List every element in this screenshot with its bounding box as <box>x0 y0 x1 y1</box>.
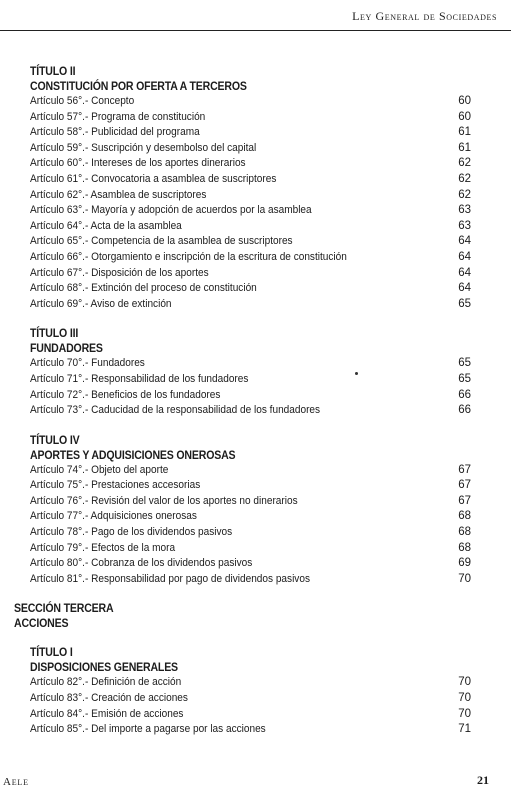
toc-section <box>0 601 511 631</box>
toc-entry <box>30 675 471 691</box>
section-title: ACCIONES <box>14 616 69 631</box>
running-header-title: Ley General de Sociedades <box>352 9 497 23</box>
entry-page: 67 <box>458 494 471 507</box>
toc-entry <box>30 141 471 157</box>
entry-title: Artículo 72°.- Beneficios de los fundadores <box>30 388 221 401</box>
toc-entry <box>30 203 471 219</box>
toc-entry <box>30 509 471 525</box>
toc-entry <box>30 266 471 282</box>
entry-page: 61 <box>458 141 471 154</box>
entry-page: 60 <box>458 110 471 123</box>
entry-title: Artículo 85°.- Del importe a pagarse por las acciones <box>30 723 266 736</box>
entry-page: 68 <box>458 510 471 523</box>
toc-section <box>0 645 511 737</box>
entry-title: Artículo 82°.- Definición de acción <box>30 676 182 689</box>
entry-page: 70 <box>458 707 471 720</box>
entry-title: Artículo 69°.- Aviso de extinción <box>30 297 172 310</box>
toc-entry <box>30 388 471 404</box>
toc-section <box>0 326 511 418</box>
toc-entry <box>30 234 471 250</box>
entry-page: 67 <box>458 463 471 476</box>
entry-page: 65 <box>458 372 471 385</box>
entry-title: Artículo 62°.- Asamblea de suscriptores <box>30 188 207 201</box>
entry-page: 70 <box>458 676 471 689</box>
running-header <box>0 0 511 31</box>
toc-entry <box>30 722 471 738</box>
toc-entry <box>30 463 471 479</box>
entry-title: Artículo 84°.- Emisión de acciones <box>30 707 184 720</box>
toc-entry <box>30 372 471 388</box>
entry-title: Artículo 75°.- Prestaciones accesorias <box>30 479 201 492</box>
entry-page: 64 <box>458 235 471 248</box>
section-number: TÍTULO IV <box>30 432 80 447</box>
toc-entry <box>30 494 471 510</box>
page-number: 21 <box>477 773 489 787</box>
entry-page: 60 <box>458 95 471 107</box>
entry-page: 71 <box>458 723 471 736</box>
toc-entry <box>30 156 471 172</box>
entry-page: 63 <box>458 204 471 217</box>
entry-page: 65 <box>458 357 471 370</box>
entry-page: 68 <box>458 526 471 539</box>
entry-page: 70 <box>458 572 471 585</box>
entry-page: 69 <box>458 557 471 570</box>
section-title: DISPOSICIONES GENERALES <box>30 660 178 675</box>
toc-entry <box>30 281 471 297</box>
entry-title: Artículo 59°.- Suscripción y desembolso del capital <box>30 141 257 154</box>
section-number: TÍTULO II <box>30 64 76 78</box>
entry-title: Artículo 60°.- Intereses de los aportes dinerarios <box>30 157 246 170</box>
entry-title: Artículo 71°.- Responsabilidad de los fundadores <box>30 372 249 385</box>
entry-page: 62 <box>458 157 471 170</box>
entry-title: Artículo 58°.- Publicidad del programa <box>30 126 200 139</box>
section-number: TÍTULO I <box>30 645 73 660</box>
toc-entry <box>30 541 471 557</box>
toc-entry <box>30 125 471 141</box>
entry-page: 62 <box>458 188 471 201</box>
toc-section <box>0 64 511 312</box>
entry-page: 66 <box>458 404 471 417</box>
entry-title: Artículo 78°.- Pago de los dividendos pasivos <box>30 526 233 539</box>
table-of-contents <box>0 64 511 752</box>
toc-entry <box>30 556 471 572</box>
entry-title: Artículo 68°.- Extinción del proceso de constitución <box>30 282 257 295</box>
toc-entry <box>30 403 471 419</box>
section-title: APORTES Y ADQUISICIONES ONEROSAS <box>30 447 236 462</box>
entry-page: 66 <box>458 388 471 401</box>
toc-entry <box>30 250 471 266</box>
entry-page: 64 <box>458 250 471 263</box>
section-number: TÍTULO III <box>30 326 79 341</box>
entry-title: Artículo 57°.- Programa de constitución <box>30 110 206 123</box>
toc-entry <box>30 691 471 707</box>
entry-page: 63 <box>458 219 471 232</box>
entry-title: Artículo 56°.- Concepto <box>30 95 135 107</box>
toc-entry <box>30 297 471 313</box>
toc-entry <box>30 356 471 372</box>
entry-title: Artículo 65°.- Competencia de la asamblea de suscriptores <box>30 235 293 248</box>
entry-title: Artículo 64°.- Acta de la asamblea <box>30 219 182 232</box>
entry-title: Artículo 81°.- Responsabilidad por pago de dividendos pasivos <box>30 572 310 585</box>
entry-page: 62 <box>458 172 471 185</box>
entry-title: Artículo 77°.- Adquisiciones onerosas <box>30 510 197 523</box>
toc-section <box>0 433 511 588</box>
entry-title: Artículo 63°.- Mayoría y adopción de acuerdos por la asamblea <box>30 204 312 217</box>
toc-entry <box>30 172 471 188</box>
toc-entry <box>30 94 471 110</box>
entry-page: 64 <box>458 282 471 295</box>
entry-page: 61 <box>458 126 471 139</box>
entry-title: Artículo 73°.- Caducidad de la responsabilidad de los fundadores <box>30 404 321 417</box>
toc-entry <box>30 478 471 494</box>
toc-entry <box>30 707 471 723</box>
entry-title: Artículo 70°.- Fundadores <box>30 357 145 370</box>
entry-title: Artículo 67°.- Disposición de los aportes <box>30 266 209 279</box>
entry-page: 68 <box>458 541 471 554</box>
toc-entry <box>30 219 471 235</box>
entry-title: Artículo 74°.- Objeto del aporte <box>30 463 169 476</box>
publisher-mark: Aele <box>3 776 29 788</box>
entry-title: Artículo 61°.- Convocatoria a asamblea de suscriptores <box>30 172 277 185</box>
entry-title: Artículo 66°.- Otorgamiento e inscripción de la escritura de constitución <box>30 250 347 263</box>
toc-entry <box>30 188 471 204</box>
entry-title: Artículo 79°.- Efectos de la mora <box>30 541 176 554</box>
entry-title: Artículo 83°.- Creación de acciones <box>30 692 188 705</box>
toc-entry <box>30 525 471 541</box>
page-footer <box>0 770 511 790</box>
section-title: FUNDADORES <box>30 341 103 356</box>
section-title: CONSTITUCIÓN POR OFERTA A TERCEROS <box>30 79 247 93</box>
toc-entry <box>30 110 471 126</box>
entry-title: Artículo 76°.- Revisión del valor de los aportes no dinerarios <box>30 494 298 507</box>
entry-title: Artículo 80°.- Cobranza de los dividendos pasivos <box>30 557 253 570</box>
print-speck <box>355 372 358 375</box>
entry-page: 70 <box>458 692 471 705</box>
entry-page: 65 <box>458 297 471 310</box>
toc-entry <box>30 572 471 588</box>
section-number: SECCIÓN TERCERA <box>14 601 114 616</box>
entry-page: 67 <box>458 479 471 492</box>
entry-page: 64 <box>458 266 471 279</box>
